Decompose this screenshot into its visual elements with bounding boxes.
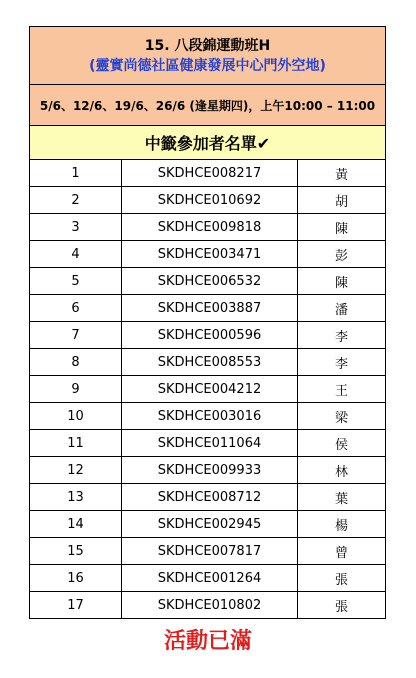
class-title: 15. 八段錦運動班H <box>144 37 271 54</box>
title-row <box>30 27 386 85</box>
table-row <box>30 511 386 538</box>
row-number: 6 <box>30 295 122 322</box>
table-row <box>30 430 386 457</box>
participant-surname: 張 <box>298 592 386 619</box>
row-number: 8 <box>30 349 122 376</box>
table-row <box>30 484 386 511</box>
row-number: 11 <box>30 430 122 457</box>
row-number: 14 <box>30 511 122 538</box>
table-row <box>30 538 386 565</box>
participant-surname: 黃 <box>298 160 386 187</box>
table-row <box>30 349 386 376</box>
schedule-row <box>30 85 386 126</box>
participant-code: SKDHCE008712 <box>122 484 298 511</box>
participant-code: SKDHCE003016 <box>122 403 298 430</box>
participant-surname: 葉 <box>298 484 386 511</box>
row-number: 5 <box>30 268 122 295</box>
participant-surname: 李 <box>298 349 386 376</box>
row-number: 10 <box>30 403 122 430</box>
participant-surname: 陳 <box>298 214 386 241</box>
title-cell <box>30 27 386 85</box>
row-number: 15 <box>30 538 122 565</box>
table-row <box>30 322 386 349</box>
table-row <box>30 187 386 214</box>
row-number: 2 <box>30 187 122 214</box>
row-number: 12 <box>30 457 122 484</box>
participant-surname: 林 <box>298 457 386 484</box>
participant-code: SKDHCE007817 <box>122 538 298 565</box>
row-number: 13 <box>30 484 122 511</box>
participant-surname: 楊 <box>298 511 386 538</box>
participant-code: SKDHCE009933 <box>122 457 298 484</box>
row-number: 3 <box>30 214 122 241</box>
table-row <box>30 457 386 484</box>
participant-surname: 張 <box>298 565 386 592</box>
participant-code: SKDHCE003887 <box>122 295 298 322</box>
table-row <box>30 592 386 619</box>
table-row <box>30 403 386 430</box>
table-row <box>30 295 386 322</box>
participant-table <box>29 26 386 619</box>
participant-code: SKDHCE010802 <box>122 592 298 619</box>
table-row <box>30 160 386 187</box>
row-number: 16 <box>30 565 122 592</box>
participant-code: SKDHCE011064 <box>122 430 298 457</box>
row-number: 9 <box>30 376 122 403</box>
row-number: 1 <box>30 160 122 187</box>
row-number: 17 <box>30 592 122 619</box>
participant-code: SKDHCE009818 <box>122 214 298 241</box>
participant-code: SKDHCE002945 <box>122 511 298 538</box>
table-row <box>30 268 386 295</box>
participant-code: SKDHCE008553 <box>122 349 298 376</box>
row-number: 4 <box>30 241 122 268</box>
participant-surname: 王 <box>298 376 386 403</box>
participant-surname: 梁 <box>298 403 386 430</box>
participant-code: SKDHCE003471 <box>122 241 298 268</box>
participant-surname: 陳 <box>298 268 386 295</box>
table-row <box>30 376 386 403</box>
participant-surname: 潘 <box>298 295 386 322</box>
participant-surname: 曾 <box>298 538 386 565</box>
table-row <box>30 241 386 268</box>
participant-code: SKDHCE001264 <box>122 565 298 592</box>
participant-code: SKDHCE004212 <box>122 376 298 403</box>
list-heading-row <box>30 126 386 160</box>
venue-text: (靈實尚德社區健康發展中心門外空地) <box>89 57 326 74</box>
participant-code: SKDHCE006532 <box>122 268 298 295</box>
participant-surname: 侯 <box>298 430 386 457</box>
table-row <box>30 214 386 241</box>
participant-code: SKDHCE008217 <box>122 160 298 187</box>
row-number: 7 <box>30 322 122 349</box>
table-row <box>30 565 386 592</box>
status-text: 活動已滿 <box>163 629 252 654</box>
participant-surname: 胡 <box>298 187 386 214</box>
participant-code: SKDHCE010692 <box>122 187 298 214</box>
list-heading: 中籤參加者名單✔ <box>30 126 386 160</box>
participant-surname: 李 <box>298 322 386 349</box>
participant-surname: 彭 <box>298 241 386 268</box>
schedule-text: 5/6、12/6、19/6、26/6 (逢星期四)，上午10:00 – 11:00 <box>30 85 386 126</box>
participant-code: SKDHCE000596 <box>122 322 298 349</box>
